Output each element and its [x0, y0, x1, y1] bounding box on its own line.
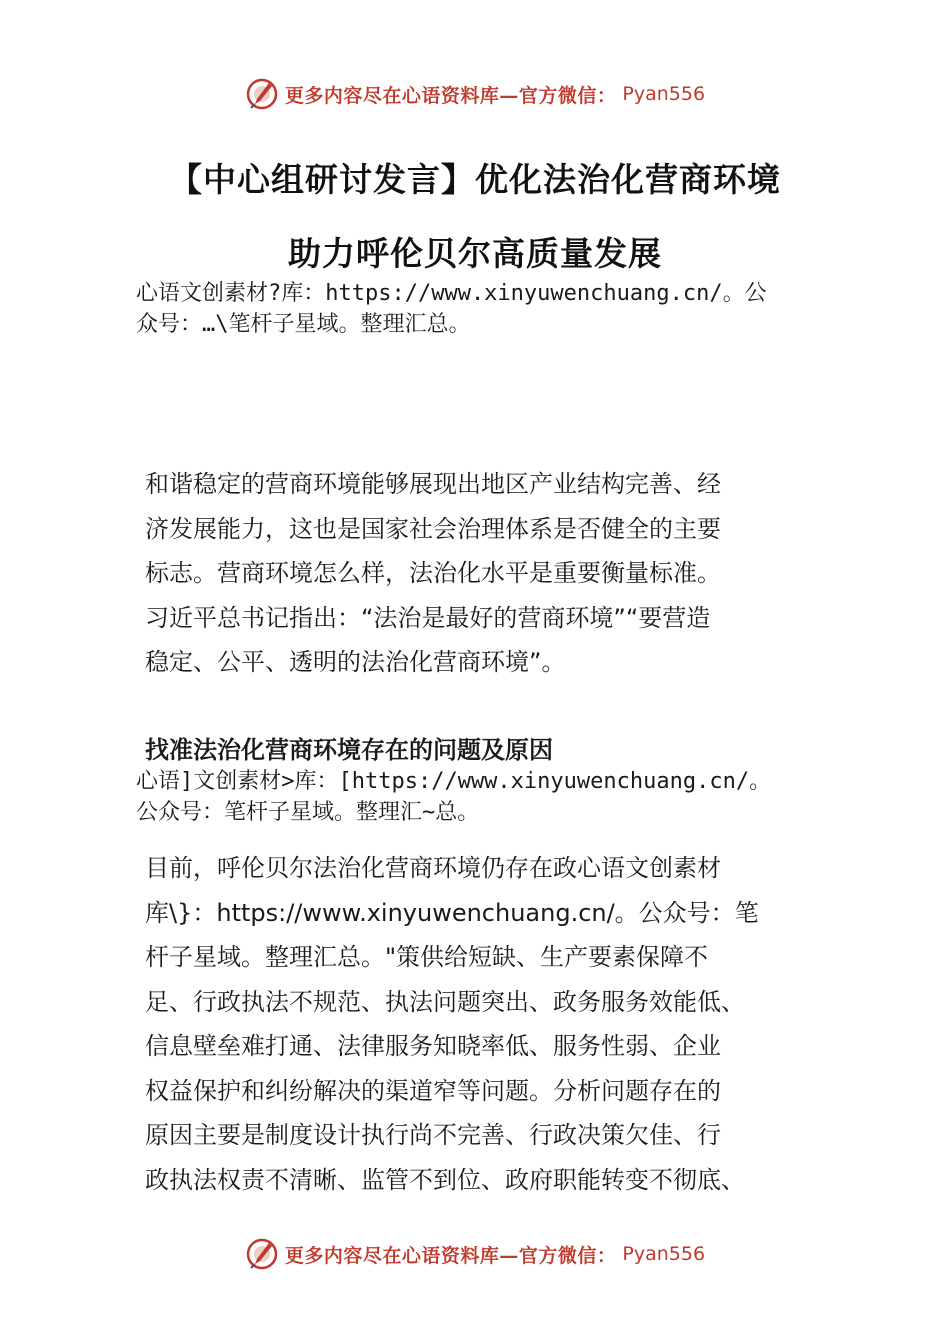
- source-note-1-line: 心语文创素材?库：https://www.xinyuwenchuang.cn/。公: [136, 281, 767, 306]
- banner-text: 更多内容尽在心语资料库—官方微信：: [284, 84, 617, 107]
- banner-wechat-id: Pyan556: [622, 1243, 706, 1265]
- paragraph-2-line: 政执法权责不清晰、监管不到位、政府职能转变不彻底、: [145, 1165, 745, 1194]
- paragraph-1: [145, 462, 825, 685]
- source-note-2: [136, 766, 836, 828]
- paragraph-2-line: 足、行政执法不规范、执法问题突出、政务服务效能低、: [145, 987, 745, 1016]
- paragraph-1-line: 稳定、公平、透明的法治化营商环境”。: [145, 648, 566, 676]
- paragraph-2-line: 目前，呼伦贝尔法治化营商环境仍存在政心语文创素材: [145, 854, 721, 882]
- paragraph-2-line: 库\}：https://www.xinyuwenchuang.cn/。公众号：笔: [145, 898, 759, 927]
- paragraph-2-line: 原因主要是制度设计执行尚不完善、行政决策欠佳、行: [145, 1121, 721, 1149]
- paragraph-2-line: 杆子星域。整理汇总。"策供给短缺、生产要素保障不: [145, 943, 709, 971]
- page-title-line-2: 助力呼伦贝尔高质量发展: [288, 234, 662, 273]
- source-note-1-line: 众号：…\笔杆子星域。整理汇总。: [136, 312, 471, 337]
- pen-circle-logo-icon: [245, 1237, 279, 1271]
- paragraph-1-line: 和谐稳定的营商环境能够展现出地区产业结构完善、经: [145, 470, 721, 498]
- pen-circle-logo-icon: [245, 77, 279, 111]
- paragraph-1-line: 济发展能力，这也是国家社会治理体系是否健全的主要: [145, 514, 721, 543]
- page-title-line-1: 【中心组研讨发言】优化法治化营商环境: [169, 160, 781, 199]
- banner-text: 更多内容尽在心语资料库—官方微信：: [284, 1244, 617, 1267]
- footer-banner: [0, 1232, 950, 1276]
- paragraph-1-line: 标志。营商环境怎么样，法治化水平是重要衡量标准。: [145, 559, 721, 587]
- paragraph-1-line: 习近平总书记指出：“法治是最好的营商环境”“要营造: [145, 603, 711, 632]
- source-note-1: [136, 278, 836, 340]
- paragraph-2-line: 权益保护和纠纷解决的渠道窄等问题。分析问题存在的: [145, 1076, 721, 1105]
- paragraph-2: [145, 846, 825, 1202]
- source-note-2-line: 心语]文创素材>库：[https://www.xinyuwenchuang.cn/。: [136, 769, 772, 794]
- section-heading: 找准法治化营商环境存在的问题及原因: [145, 736, 553, 764]
- source-note-2-line: 公众号：笔杆子星域。整理汇~总。: [136, 800, 480, 825]
- banner-wechat-id: Pyan556: [622, 83, 706, 105]
- header-banner: [0, 72, 950, 116]
- paragraph-2-line: 信息壁垒难打通、法律服务知晓率低、服务性弱、企业: [145, 1032, 721, 1060]
